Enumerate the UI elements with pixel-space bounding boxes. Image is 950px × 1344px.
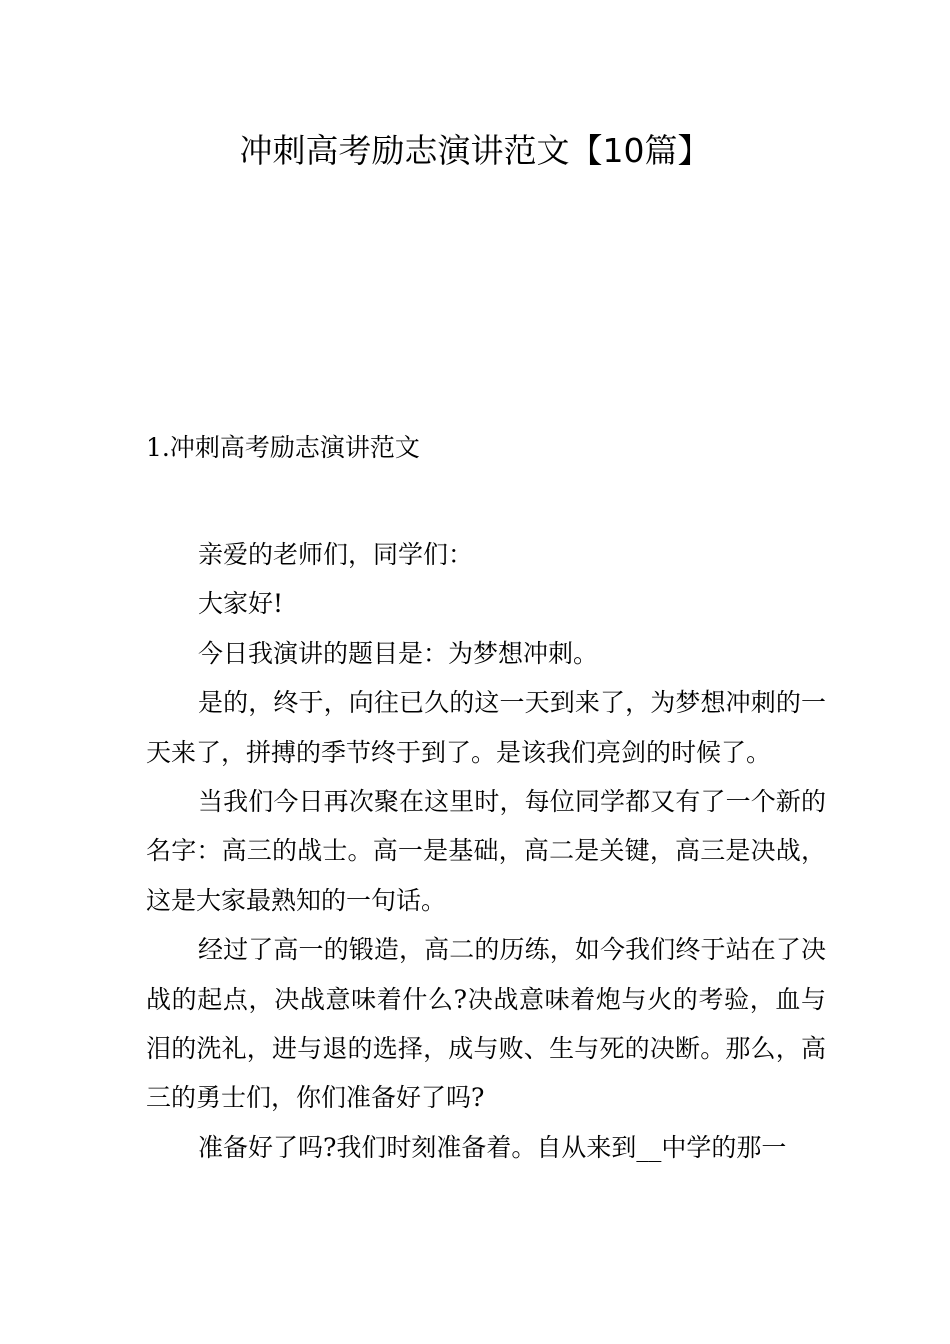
- paragraph: 准备好了吗?我们时刻准备着。自从来到__中学的那一: [198, 1132, 787, 1162]
- paragraph-salutation: 亲爱的老师们，同学们：: [198, 540, 474, 569]
- document-body: [146, 530, 826, 1172]
- paragraph-greeting: 大家好!: [198, 589, 284, 619]
- paragraph: 是的，终于，向往已久的这一天到来了，为梦想冲刺的一天来了，拼搏的季节终于到了。是该我们亮剑的时候了。: [146, 688, 826, 767]
- document-title: 冲刺高考励志演讲范文【10篇】: [239, 131, 711, 170]
- paragraph: 经过了高一的锻造，高二的历练，如今我们终于站在了决战的起点，决战意味着什么?决战意味着炮与火的考验，血与泪的洗礼，进与退的选择，成与败、生与死的决断。那么，高三的勇士们，你们准备好了吗?: [146, 935, 826, 1113]
- section-heading: 1.冲刺高考励志演讲范文: [146, 433, 420, 462]
- paragraph: 当我们今日再次聚在这里时，每位同学都又有了一个新的名字：高三的战士。高一是基础，高二是关键，高三是决战，这是大家最熟知的一句话。: [146, 787, 826, 915]
- paragraph-topic: 今日我演讲的题目是：为梦想冲刺。: [198, 638, 599, 668]
